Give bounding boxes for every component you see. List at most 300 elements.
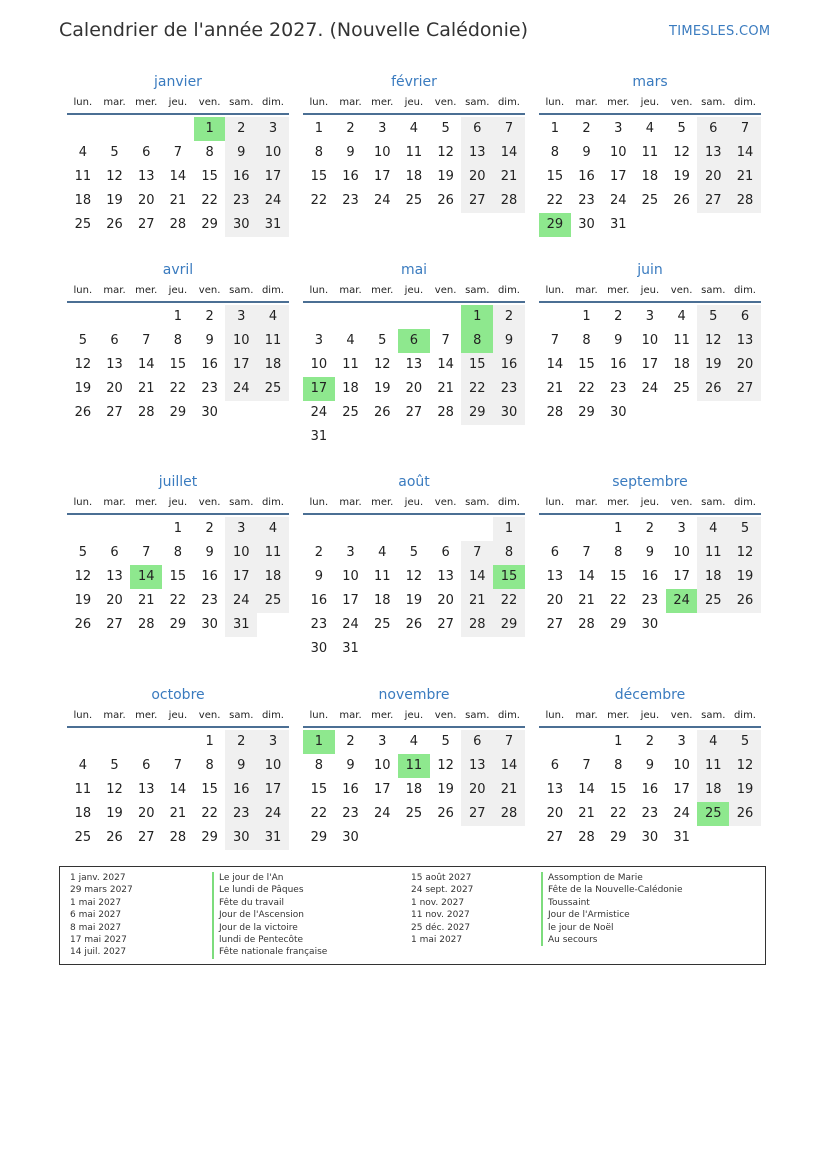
- day-cell[interactable]: 2: [645, 521, 655, 536]
- day-cell[interactable]: 11: [373, 569, 391, 584]
- day-cell[interactable]: 14: [729, 141, 761, 165]
- day-cell[interactable]: 18: [673, 357, 690, 372]
- holiday-day-cell[interactable]: 6: [398, 329, 430, 353]
- day-cell[interactable]: 15: [201, 169, 218, 184]
- day-cell[interactable]: 26: [74, 617, 92, 632]
- day-cell[interactable]: 14: [493, 754, 525, 778]
- day-cell[interactable]: 28: [546, 405, 564, 420]
- day-cell[interactable]: 16: [342, 169, 359, 184]
- day-cell[interactable]: 10: [257, 141, 289, 165]
- day-cell[interactable]: 19: [74, 593, 92, 608]
- day-cell[interactable]: 13: [405, 357, 423, 372]
- day-cell[interactable]: 12: [697, 329, 729, 353]
- day-cell[interactable]: 8: [614, 545, 623, 560]
- day-cell[interactable]: 5: [441, 734, 450, 749]
- day-cell[interactable]: 11: [257, 541, 289, 565]
- day-cell[interactable]: 22: [201, 806, 218, 821]
- day-cell[interactable]: 5: [110, 758, 119, 773]
- day-cell[interactable]: 24: [673, 806, 690, 821]
- day-cell[interactable]: 30: [201, 617, 218, 632]
- day-cell[interactable]: 14: [461, 565, 493, 589]
- day-cell[interactable]: 7: [461, 541, 493, 565]
- day-cell[interactable]: 12: [74, 569, 92, 584]
- day-cell[interactable]: 20: [546, 806, 564, 821]
- day-cell[interactable]: 10: [225, 541, 257, 565]
- day-cell[interactable]: 21: [461, 589, 493, 613]
- day-cell[interactable]: 11: [697, 754, 729, 778]
- day-cell[interactable]: 22: [169, 593, 187, 608]
- day-cell[interactable]: 11: [257, 329, 289, 353]
- day-cell[interactable]: 19: [106, 193, 123, 208]
- day-cell[interactable]: 31: [609, 217, 627, 232]
- day-cell[interactable]: 27: [106, 617, 123, 632]
- day-cell[interactable]: 30: [310, 641, 328, 656]
- day-cell[interactable]: 6: [729, 305, 761, 329]
- day-cell[interactable]: 25: [697, 589, 729, 613]
- day-cell[interactable]: 19: [437, 782, 454, 797]
- day-cell[interactable]: 19: [405, 593, 423, 608]
- day-cell[interactable]: 3: [614, 121, 623, 136]
- day-cell[interactable]: 11: [74, 782, 92, 797]
- day-cell[interactable]: 27: [546, 830, 564, 845]
- day-cell[interactable]: 25: [673, 381, 690, 396]
- day-cell[interactable]: 10: [257, 754, 289, 778]
- day-cell[interactable]: 24: [225, 589, 257, 613]
- day-cell[interactable]: 15: [310, 782, 328, 797]
- day-cell[interactable]: 19: [673, 169, 690, 184]
- day-cell[interactable]: 5: [677, 121, 686, 136]
- day-cell[interactable]: 6: [110, 333, 119, 348]
- day-cell[interactable]: 4: [645, 121, 655, 136]
- day-cell[interactable]: 27: [546, 617, 564, 632]
- day-cell[interactable]: 2: [614, 309, 623, 324]
- day-cell[interactable]: 25: [405, 806, 423, 821]
- day-cell[interactable]: 16: [609, 357, 627, 372]
- day-cell[interactable]: 13: [697, 141, 729, 165]
- day-cell[interactable]: 7: [142, 333, 151, 348]
- day-cell[interactable]: 4: [677, 309, 686, 324]
- day-cell[interactable]: 7: [493, 117, 525, 141]
- day-cell[interactable]: 10: [673, 758, 690, 773]
- holiday-day-cell[interactable]: 29: [539, 213, 571, 237]
- day-cell[interactable]: 20: [106, 381, 123, 396]
- day-cell[interactable]: 8: [550, 145, 559, 160]
- day-cell[interactable]: 23: [641, 806, 659, 821]
- day-cell[interactable]: 24: [609, 193, 627, 208]
- day-cell[interactable]: 8: [205, 758, 214, 773]
- day-cell[interactable]: 2: [582, 121, 591, 136]
- day-cell[interactable]: 17: [257, 778, 289, 802]
- day-cell[interactable]: 11: [405, 145, 423, 160]
- day-cell[interactable]: 23: [342, 193, 359, 208]
- day-cell[interactable]: 5: [378, 333, 387, 348]
- day-cell[interactable]: 5: [110, 145, 119, 160]
- day-cell[interactable]: 23: [493, 377, 525, 401]
- day-cell[interactable]: 14: [493, 141, 525, 165]
- day-cell[interactable]: 11: [74, 169, 92, 184]
- day-cell[interactable]: 29: [201, 217, 218, 232]
- day-cell[interactable]: 23: [201, 593, 218, 608]
- day-cell[interactable]: 22: [461, 377, 493, 401]
- day-cell[interactable]: 5: [697, 305, 729, 329]
- day-cell[interactable]: 1: [614, 734, 623, 749]
- day-cell[interactable]: 20: [729, 353, 761, 377]
- day-cell[interactable]: 21: [137, 381, 155, 396]
- day-cell[interactable]: 28: [169, 830, 187, 845]
- day-cell[interactable]: 31: [225, 613, 257, 637]
- day-cell[interactable]: 17: [373, 782, 391, 797]
- day-cell[interactable]: 27: [405, 405, 423, 420]
- day-cell[interactable]: 4: [409, 734, 419, 749]
- day-cell[interactable]: 22: [609, 593, 627, 608]
- brand-logo[interactable]: TIMESLES.COM: [669, 24, 771, 39]
- day-cell[interactable]: 20: [461, 778, 493, 802]
- day-cell[interactable]: 20: [697, 165, 729, 189]
- day-cell[interactable]: 13: [106, 357, 123, 372]
- day-cell[interactable]: 23: [641, 593, 659, 608]
- day-cell[interactable]: 28: [137, 617, 155, 632]
- day-cell[interactable]: 26: [373, 405, 391, 420]
- holiday-day-cell[interactable]: 17: [303, 377, 335, 401]
- day-cell[interactable]: 9: [346, 145, 355, 160]
- day-cell[interactable]: 2: [205, 309, 214, 324]
- day-cell[interactable]: 29: [201, 830, 218, 845]
- day-cell[interactable]: 2: [314, 545, 323, 560]
- day-cell[interactable]: 2: [493, 305, 525, 329]
- day-cell[interactable]: 14: [169, 782, 187, 797]
- day-cell[interactable]: 9: [314, 569, 323, 584]
- day-cell[interactable]: 22: [310, 806, 328, 821]
- day-cell[interactable]: 17: [609, 169, 627, 184]
- day-cell[interactable]: 29: [310, 830, 328, 845]
- day-cell[interactable]: 12: [437, 145, 454, 160]
- day-cell[interactable]: 15: [578, 357, 595, 372]
- day-cell[interactable]: 9: [582, 145, 591, 160]
- day-cell[interactable]: 6: [461, 730, 493, 754]
- day-cell[interactable]: 16: [578, 169, 595, 184]
- day-cell[interactable]: 10: [641, 333, 659, 348]
- day-cell[interactable]: 1: [314, 121, 323, 136]
- day-cell[interactable]: 11: [342, 357, 359, 372]
- day-cell[interactable]: 21: [578, 806, 595, 821]
- day-cell[interactable]: 17: [673, 782, 690, 797]
- day-cell[interactable]: 17: [225, 353, 257, 377]
- day-cell[interactable]: 16: [201, 569, 218, 584]
- day-cell[interactable]: 13: [729, 329, 761, 353]
- day-cell[interactable]: 28: [578, 617, 595, 632]
- day-cell[interactable]: 17: [373, 169, 391, 184]
- day-cell[interactable]: 20: [405, 381, 423, 396]
- day-cell[interactable]: 14: [437, 357, 454, 372]
- day-cell[interactable]: 16: [342, 782, 359, 797]
- day-cell[interactable]: 31: [257, 826, 289, 850]
- day-cell[interactable]: 21: [437, 381, 454, 396]
- day-cell[interactable]: 25: [342, 405, 359, 420]
- day-cell[interactable]: 2: [346, 121, 355, 136]
- day-cell[interactable]: 3: [346, 545, 355, 560]
- day-cell[interactable]: 16: [201, 357, 218, 372]
- day-cell[interactable]: 9: [205, 333, 214, 348]
- day-cell[interactable]: 12: [106, 782, 123, 797]
- day-cell[interactable]: 18: [697, 565, 729, 589]
- day-cell[interactable]: 22: [169, 381, 187, 396]
- day-cell[interactable]: 30: [641, 830, 659, 845]
- day-cell[interactable]: 18: [373, 593, 391, 608]
- holiday-day-cell[interactable]: 1: [194, 117, 226, 141]
- day-cell[interactable]: 26: [106, 830, 123, 845]
- day-cell[interactable]: 24: [342, 617, 359, 632]
- day-cell[interactable]: 13: [106, 569, 123, 584]
- day-cell[interactable]: 21: [137, 593, 155, 608]
- day-cell[interactable]: 19: [697, 353, 729, 377]
- day-cell[interactable]: 22: [609, 806, 627, 821]
- day-cell[interactable]: 18: [342, 381, 359, 396]
- day-cell[interactable]: 30: [493, 401, 525, 425]
- day-cell[interactable]: 31: [310, 429, 328, 444]
- day-cell[interactable]: 18: [405, 782, 423, 797]
- day-cell[interactable]: 31: [257, 213, 289, 237]
- day-cell[interactable]: 28: [169, 217, 187, 232]
- day-cell[interactable]: 28: [493, 189, 525, 213]
- day-cell[interactable]: 31: [673, 830, 690, 845]
- day-cell[interactable]: 16: [225, 165, 257, 189]
- day-cell[interactable]: 12: [405, 569, 423, 584]
- day-cell[interactable]: 3: [257, 730, 289, 754]
- day-cell[interactable]: 22: [310, 193, 328, 208]
- day-cell[interactable]: 2: [225, 117, 257, 141]
- day-cell[interactable]: 23: [225, 802, 257, 826]
- day-cell[interactable]: 17: [225, 565, 257, 589]
- day-cell[interactable]: 19: [437, 169, 454, 184]
- day-cell[interactable]: 25: [257, 377, 289, 401]
- day-cell[interactable]: 19: [106, 806, 123, 821]
- day-cell[interactable]: 10: [310, 357, 328, 372]
- day-cell[interactable]: 28: [437, 405, 454, 420]
- day-cell[interactable]: 20: [106, 593, 123, 608]
- day-cell[interactable]: 8: [173, 333, 183, 348]
- day-cell[interactable]: 1: [173, 521, 183, 536]
- day-cell[interactable]: 3: [677, 521, 686, 536]
- day-cell[interactable]: 21: [493, 778, 525, 802]
- day-cell[interactable]: 4: [409, 121, 419, 136]
- day-cell[interactable]: 13: [461, 141, 493, 165]
- day-cell[interactable]: 23: [201, 381, 218, 396]
- day-cell[interactable]: 16: [641, 782, 659, 797]
- day-cell[interactable]: 2: [645, 734, 655, 749]
- day-cell[interactable]: 10: [225, 329, 257, 353]
- day-cell[interactable]: 14: [578, 782, 595, 797]
- day-cell[interactable]: 10: [342, 569, 359, 584]
- day-cell[interactable]: 27: [697, 189, 729, 213]
- day-cell[interactable]: 23: [609, 381, 627, 396]
- day-cell[interactable]: 24: [373, 806, 391, 821]
- day-cell[interactable]: 28: [137, 405, 155, 420]
- day-cell[interactable]: 30: [641, 617, 659, 632]
- day-cell[interactable]: 5: [441, 121, 450, 136]
- day-cell[interactable]: 16: [225, 778, 257, 802]
- day-cell[interactable]: 11: [673, 333, 690, 348]
- day-cell[interactable]: 15: [609, 782, 627, 797]
- day-cell[interactable]: 9: [225, 141, 257, 165]
- day-cell[interactable]: 15: [310, 169, 328, 184]
- day-cell[interactable]: 19: [729, 778, 761, 802]
- day-cell[interactable]: 6: [550, 758, 559, 773]
- day-cell[interactable]: 27: [729, 377, 761, 401]
- day-cell[interactable]: 30: [201, 405, 218, 420]
- day-cell[interactable]: 20: [137, 806, 155, 821]
- day-cell[interactable]: 16: [310, 593, 328, 608]
- holiday-day-cell[interactable]: 8: [461, 329, 493, 353]
- day-cell[interactable]: 10: [609, 145, 627, 160]
- day-cell[interactable]: 7: [441, 333, 450, 348]
- day-cell[interactable]: 20: [137, 193, 155, 208]
- day-cell[interactable]: 5: [729, 517, 761, 541]
- holiday-day-cell[interactable]: 11: [398, 754, 430, 778]
- day-cell[interactable]: 28: [461, 613, 493, 637]
- day-cell[interactable]: 3: [378, 121, 387, 136]
- day-cell[interactable]: 17: [257, 165, 289, 189]
- day-cell[interactable]: 4: [346, 333, 355, 348]
- day-cell[interactable]: 9: [205, 545, 214, 560]
- day-cell[interactable]: 9: [346, 758, 355, 773]
- day-cell[interactable]: 29: [609, 830, 627, 845]
- day-cell[interactable]: 23: [225, 189, 257, 213]
- day-cell[interactable]: 14: [169, 169, 187, 184]
- day-cell[interactable]: 24: [257, 189, 289, 213]
- day-cell[interactable]: 25: [74, 217, 92, 232]
- day-cell[interactable]: 2: [225, 730, 257, 754]
- day-cell[interactable]: 13: [546, 782, 564, 797]
- day-cell[interactable]: 30: [578, 217, 595, 232]
- day-cell[interactable]: 17: [342, 593, 359, 608]
- day-cell[interactable]: 12: [729, 754, 761, 778]
- day-cell[interactable]: 13: [137, 169, 155, 184]
- day-cell[interactable]: 12: [74, 357, 92, 372]
- day-cell[interactable]: 22: [546, 193, 564, 208]
- day-cell[interactable]: 24: [225, 377, 257, 401]
- day-cell[interactable]: 16: [641, 569, 659, 584]
- day-cell[interactable]: 3: [225, 517, 257, 541]
- day-cell[interactable]: 24: [257, 802, 289, 826]
- day-cell[interactable]: 25: [74, 830, 92, 845]
- day-cell[interactable]: 13: [461, 754, 493, 778]
- day-cell[interactable]: 26: [697, 377, 729, 401]
- holiday-day-cell[interactable]: 24: [666, 589, 698, 613]
- day-cell[interactable]: 9: [645, 545, 655, 560]
- day-cell[interactable]: 5: [78, 333, 87, 348]
- day-cell[interactable]: 18: [697, 778, 729, 802]
- day-cell[interactable]: 13: [437, 569, 454, 584]
- day-cell[interactable]: 29: [169, 617, 187, 632]
- day-cell[interactable]: 7: [173, 145, 183, 160]
- day-cell[interactable]: 18: [405, 169, 423, 184]
- day-cell[interactable]: 18: [257, 353, 289, 377]
- day-cell[interactable]: 15: [169, 569, 187, 584]
- day-cell[interactable]: 27: [437, 617, 454, 632]
- day-cell[interactable]: 20: [437, 593, 454, 608]
- holiday-day-cell[interactable]: 15: [493, 565, 525, 589]
- day-cell[interactable]: 8: [582, 333, 591, 348]
- day-cell[interactable]: 18: [74, 806, 92, 821]
- day-cell[interactable]: 24: [373, 193, 391, 208]
- day-cell[interactable]: 22: [201, 193, 218, 208]
- day-cell[interactable]: 19: [373, 381, 391, 396]
- day-cell[interactable]: 7: [582, 758, 591, 773]
- day-cell[interactable]: 8: [614, 758, 623, 773]
- day-cell[interactable]: 30: [342, 830, 359, 845]
- day-cell[interactable]: 12: [673, 145, 690, 160]
- day-cell[interactable]: 7: [173, 758, 183, 773]
- day-cell[interactable]: 17: [641, 357, 659, 372]
- day-cell[interactable]: 11: [641, 145, 659, 160]
- day-cell[interactable]: 6: [441, 545, 450, 560]
- day-cell[interactable]: 22: [578, 381, 595, 396]
- day-cell[interactable]: 27: [461, 802, 493, 826]
- day-cell[interactable]: 27: [461, 189, 493, 213]
- day-cell[interactable]: 9: [614, 333, 623, 348]
- day-cell[interactable]: 15: [169, 357, 187, 372]
- day-cell[interactable]: 8: [314, 145, 323, 160]
- day-cell[interactable]: 18: [257, 565, 289, 589]
- day-cell[interactable]: 20: [461, 165, 493, 189]
- day-cell[interactable]: 28: [493, 802, 525, 826]
- day-cell[interactable]: 27: [137, 830, 155, 845]
- day-cell[interactable]: 19: [729, 565, 761, 589]
- day-cell[interactable]: 30: [225, 826, 257, 850]
- day-cell[interactable]: 24: [641, 381, 659, 396]
- day-cell[interactable]: 29: [609, 617, 627, 632]
- day-cell[interactable]: 25: [373, 617, 391, 632]
- day-cell[interactable]: 28: [578, 830, 595, 845]
- day-cell[interactable]: 26: [437, 806, 454, 821]
- day-cell[interactable]: 27: [106, 405, 123, 420]
- day-cell[interactable]: 8: [493, 541, 525, 565]
- holiday-day-cell[interactable]: 25: [697, 802, 729, 826]
- day-cell[interactable]: 26: [106, 217, 123, 232]
- day-cell[interactable]: 9: [645, 758, 655, 773]
- day-cell[interactable]: 4: [697, 517, 729, 541]
- day-cell[interactable]: 3: [378, 734, 387, 749]
- day-cell[interactable]: 12: [729, 541, 761, 565]
- day-cell[interactable]: 7: [493, 730, 525, 754]
- day-cell[interactable]: 7: [582, 545, 591, 560]
- day-cell[interactable]: 3: [677, 734, 686, 749]
- day-cell[interactable]: 1: [614, 521, 623, 536]
- day-cell[interactable]: 6: [550, 545, 559, 560]
- day-cell[interactable]: 23: [342, 806, 359, 821]
- day-cell[interactable]: 28: [729, 189, 761, 213]
- day-cell[interactable]: 8: [205, 145, 214, 160]
- day-cell[interactable]: 29: [578, 405, 595, 420]
- day-cell[interactable]: 27: [137, 217, 155, 232]
- day-cell[interactable]: 18: [74, 193, 92, 208]
- day-cell[interactable]: 7: [142, 545, 151, 560]
- holiday-day-cell[interactable]: 1: [303, 730, 335, 754]
- day-cell[interactable]: 9: [493, 329, 525, 353]
- day-cell[interactable]: 7: [729, 117, 761, 141]
- day-cell[interactable]: 4: [257, 517, 289, 541]
- day-cell[interactable]: 21: [169, 806, 187, 821]
- day-cell[interactable]: 9: [225, 754, 257, 778]
- day-cell[interactable]: 15: [461, 353, 493, 377]
- day-cell[interactable]: 15: [201, 782, 218, 797]
- holiday-day-cell[interactable]: 1: [461, 305, 493, 329]
- day-cell[interactable]: 7: [550, 333, 559, 348]
- day-cell[interactable]: 24: [310, 405, 328, 420]
- day-cell[interactable]: 12: [437, 758, 454, 773]
- day-cell[interactable]: 23: [578, 193, 595, 208]
- day-cell[interactable]: 12: [106, 169, 123, 184]
